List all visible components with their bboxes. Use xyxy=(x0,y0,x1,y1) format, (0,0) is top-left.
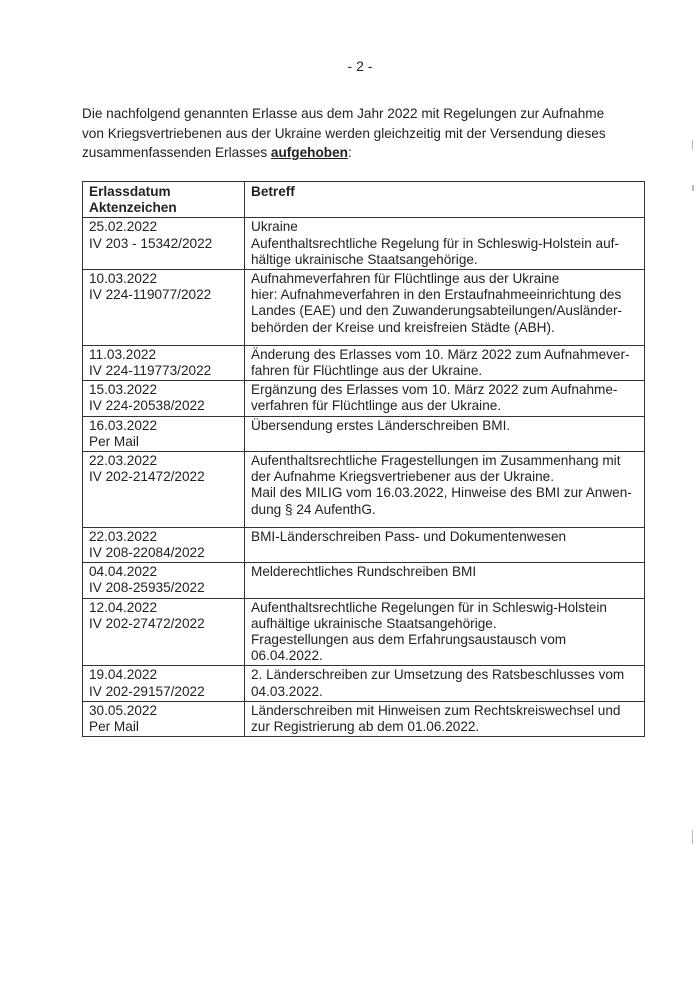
subject-line: Landes (EAE) und den Zuwanderungsabteilungen/Ausländer- xyxy=(251,303,623,319)
decree-reference: IV 202-29157/2022 xyxy=(89,683,205,699)
subject-line: hier: Aufnahmeverfahren in den Erstaufnahmeeinrichtung des xyxy=(251,287,622,303)
header-ref: Aktenzeichen xyxy=(89,200,177,216)
decree-date: 30.05.2022 xyxy=(89,702,158,718)
subject-line: Änderung des Erlasses vom 10. März 2022 zum Aufnahmever- xyxy=(251,346,630,362)
cell-subject xyxy=(245,218,645,270)
scan-edge-mark xyxy=(692,830,693,844)
cell-date-ref xyxy=(83,598,245,666)
subject-line: Melderechtliches Rundschreiben BMI xyxy=(251,564,477,580)
decree-reference: IV 208-22084/2022 xyxy=(89,545,205,561)
table-row xyxy=(83,598,645,666)
table-row xyxy=(83,527,645,562)
subject-line: 04.03.2022. xyxy=(251,683,323,699)
subject-line: Aufnahmeverfahren für Flüchtlinge aus der Ukraine xyxy=(251,271,560,287)
cell-date-ref xyxy=(83,381,245,416)
table-row xyxy=(83,218,645,270)
cell-subject xyxy=(245,527,645,562)
subject-line: 2. Länderschreiben zur Umsetzung des Ratsbeschlusses vom xyxy=(251,667,625,683)
decree-date: 04.04.2022 xyxy=(89,564,158,580)
cell-subject xyxy=(245,381,645,416)
decree-reference: Per Mail xyxy=(89,719,139,735)
header-subject: Betreff xyxy=(245,182,645,218)
subject-line: fahren für Flüchtlinge aus der Ukraine. xyxy=(251,363,483,379)
subject-line: Ukraine xyxy=(251,219,298,235)
table-row xyxy=(83,452,645,528)
table-body xyxy=(83,218,645,737)
subject-line: 06.04.2022. xyxy=(251,648,323,664)
subject-line: Aufenthaltsrechtliche Regelung für in Schleswig-Holstein auf- xyxy=(251,235,619,251)
subject-line: behörden der Kreise und kreisfreien Städte (ABH). xyxy=(251,319,555,335)
decree-date: 16.03.2022 xyxy=(89,417,158,433)
decree-date: 25.02.2022 xyxy=(89,219,158,235)
subject-line: Ergänzung des Erlasses vom 10. März 2022 zum Aufnahme- xyxy=(251,382,618,398)
subject-line: Aufenthaltsrechtliche Fragestellungen im Zusammenhang mit xyxy=(251,453,621,469)
subject-line: der Aufnahme Kriegsvertriebener aus der Ukraine. xyxy=(251,469,554,485)
subject-line: Länderschreiben mit Hinweisen zum Rechtskreiswechsel und xyxy=(251,702,621,718)
cell-subject xyxy=(245,598,645,666)
cell-subject xyxy=(245,452,645,528)
intro-line: von Kriegsvertriebenen aus der Ukraine werden gleichzeitig mit der Versendung dieses xyxy=(82,125,606,141)
cell-subject xyxy=(245,416,645,451)
table-row xyxy=(83,701,645,736)
cell-date-ref xyxy=(83,270,245,346)
table-row xyxy=(83,666,645,701)
subject-line: Aufenthaltsrechtliche Regelungen für in Schleswig-Holstein xyxy=(251,599,607,615)
subject-line: BMI-Länderschreiben Pass- und Dokumentenwesen xyxy=(251,528,567,544)
intro-paragraph xyxy=(82,104,642,163)
cell-date-ref xyxy=(83,218,245,270)
subject-line: zur Registrierung ab dem 01.06.2022. xyxy=(251,719,480,735)
table-row xyxy=(83,381,645,416)
cell-subject xyxy=(245,345,645,380)
cell-subject xyxy=(245,701,645,736)
decree-reference: IV 202-21472/2022 xyxy=(89,469,205,485)
decree-reference: IV 224-119077/2022 xyxy=(89,287,212,303)
decree-date: 22.03.2022 xyxy=(89,453,158,469)
decree-date: 12.04.2022 xyxy=(89,599,158,615)
table-row xyxy=(83,270,645,346)
subject-line: verfahren für Flüchtlinge aus der Ukraine. xyxy=(251,398,502,414)
intro-end: : xyxy=(347,145,352,160)
cell-date-ref xyxy=(83,416,245,451)
cell-date-ref xyxy=(83,563,245,598)
table-header-row xyxy=(83,182,645,218)
decree-date: 19.04.2022 xyxy=(89,667,158,683)
intro-line-text: zusammenfassenden Erlasses xyxy=(82,145,268,160)
subject-line: hältige ukrainische Staatsangehörige. xyxy=(251,251,478,267)
subject-line: Übersendung erstes Länderschreiben BMI. xyxy=(251,417,511,433)
cell-subject xyxy=(245,270,645,346)
page-number: - 2 - xyxy=(347,58,373,74)
cell-date-ref xyxy=(83,527,245,562)
intro-line: Die nachfolgend genannten Erlasse aus dem Jahr 2022 mit Regelungen zur Aufnahme xyxy=(82,106,605,121)
cell-date-ref xyxy=(83,701,245,736)
decree-reference: IV 224-119773/2022 xyxy=(89,363,212,379)
subject-line: aufhältige ukrainische Staatsangehörige. xyxy=(251,615,497,631)
decree-reference: IV 203 - 15342/2022 xyxy=(89,235,213,251)
subject-line: Mail des MILIG vom 16.03.2022, Hinweise des BMI zur Anwen- xyxy=(251,485,632,501)
decree-reference: IV 202-27472/2022 xyxy=(89,615,205,631)
cell-date-ref xyxy=(83,345,245,380)
decree-date: 15.03.2022 xyxy=(89,382,158,398)
header-date: Erlassdatum xyxy=(89,184,171,199)
intro-emphasis: aufgehoben xyxy=(270,145,348,160)
scan-edge-mark xyxy=(692,140,693,150)
cell-subject xyxy=(245,666,645,701)
table-row xyxy=(83,345,645,380)
cell-date-ref xyxy=(83,666,245,701)
cell-subject xyxy=(245,563,645,598)
decree-date: 11.03.2022 xyxy=(89,346,157,362)
cell-date-ref xyxy=(83,452,245,528)
decree-table xyxy=(82,181,645,737)
subject-line: Fragestellungen aus dem Erfahrungsaustausch vom xyxy=(251,632,567,648)
subject-line: dung § 24 AufenthG. xyxy=(251,501,376,517)
table-row xyxy=(83,416,645,451)
decree-reference: IV 224-20538/2022 xyxy=(89,398,205,414)
decree-reference: IV 208-25935/2022 xyxy=(89,580,205,596)
table-row xyxy=(83,563,645,598)
decree-reference: Per Mail xyxy=(89,433,139,449)
decree-date: 22.03.2022 xyxy=(89,528,158,544)
scan-edge-mark xyxy=(692,185,694,191)
intro-line xyxy=(82,143,642,163)
decree-date: 10.03.2022 xyxy=(89,271,158,287)
header-date-ref xyxy=(83,182,245,218)
